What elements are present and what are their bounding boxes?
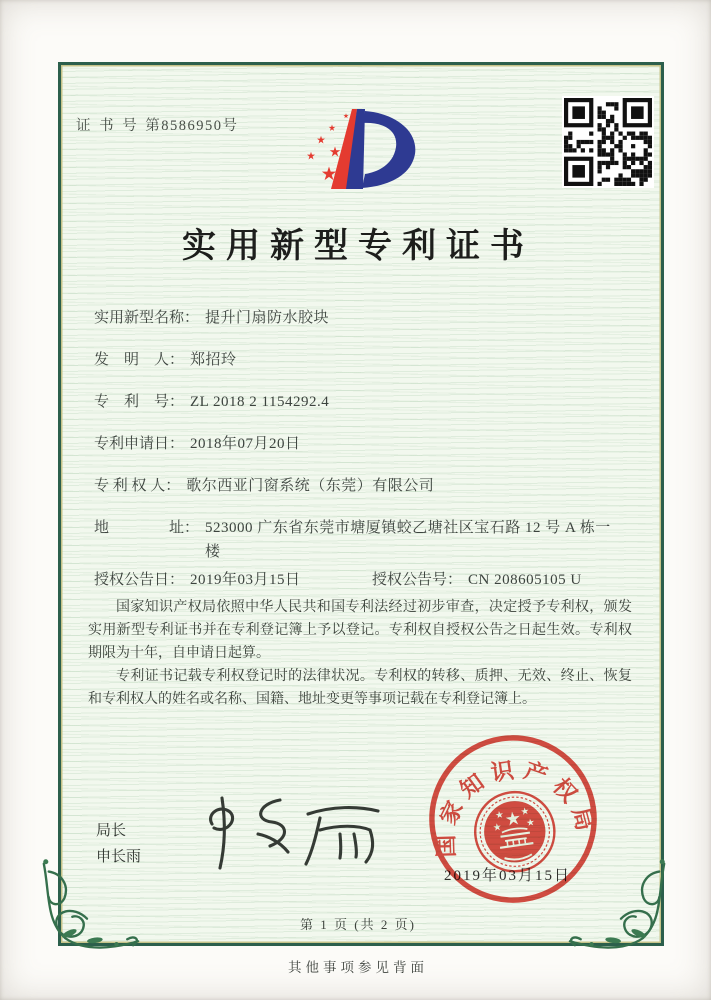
field-label: 专 利 权 人： [94, 478, 181, 494]
qr-code-icon [562, 96, 654, 188]
patent-office-logo-icon [288, 94, 430, 206]
field-label: 专利申请日： [94, 436, 185, 452]
field-value: CN 208605105 U [468, 572, 582, 588]
field-label: 专 利 号： [94, 394, 185, 410]
signer-name: 申长雨 [96, 849, 142, 865]
certificate-number-label: 证 书 号 [76, 118, 140, 134]
field-value: ZL 2018 2 1154292.4 [190, 394, 330, 410]
corner-flourish-icon [566, 848, 674, 956]
field-value: 郑招玲 [190, 352, 237, 368]
field-value: 2019年03月15日 [190, 572, 301, 588]
seal-date: 2019年03月15日 [444, 868, 572, 884]
field-value: 2018年07月20日 [190, 436, 301, 452]
field-label: 授权公告号： [372, 572, 463, 588]
certificate-number-value: 第8586950号 [145, 118, 239, 134]
grant-date [94, 568, 301, 592]
page-indicator: 第 1 页 (共 2 页) [300, 917, 416, 932]
field-address [94, 516, 624, 564]
signer-title: 局长 [96, 823, 127, 839]
grant-number [372, 568, 582, 592]
legal-text [88, 596, 632, 711]
legal-paragraph-2: 专利证书记载专利权登记时的法律状况。专利权的转移、质押、无效、终止、恢复和专利权人的姓名或名称、国籍、地址变更等事项记载在专利登记簿上。 [88, 669, 632, 707]
field-value: 歌尔西亚门窗系统（东莞）有限公司 [186, 478, 435, 494]
director-signature-icon [192, 784, 397, 876]
field-utility-model-name [94, 306, 624, 330]
field-label: 发 明 人： [94, 352, 185, 368]
back-side-note: 其他事项参见背面 [288, 960, 428, 975]
legal-paragraph-1: 国家知识产权局依照中华人民共和国专利法经过初步审查，决定授予专利权，颁发实用新型专利证书并在专利登记簿上予以登记。专利权自授权公告之日起生效。专利权期限为十年，自申请日起算。 [88, 600, 632, 661]
field-filing-date [94, 432, 624, 456]
field-inventor [94, 348, 624, 372]
corner-flourish-icon [34, 848, 142, 956]
certificate-title: 实用新型专利证书 [182, 228, 534, 265]
field-value: 提升门扇防水胶块 [205, 310, 330, 326]
field-patent-number [94, 390, 624, 414]
field-label: 地 址： [94, 520, 200, 536]
field-patentee [94, 474, 624, 498]
field-value: 523000 广东省东莞市塘厦镇蛟乙塘社区宝石路 12 号 A 栋一楼 [205, 520, 611, 560]
field-grant-row [94, 568, 624, 592]
certificate-number [76, 114, 239, 135]
field-label: 授权公告日： [94, 572, 185, 588]
field-label: 实用新型名称： [94, 310, 200, 326]
certificate-fields [94, 306, 624, 610]
seal-text: 国家知识产权局 [433, 756, 600, 858]
